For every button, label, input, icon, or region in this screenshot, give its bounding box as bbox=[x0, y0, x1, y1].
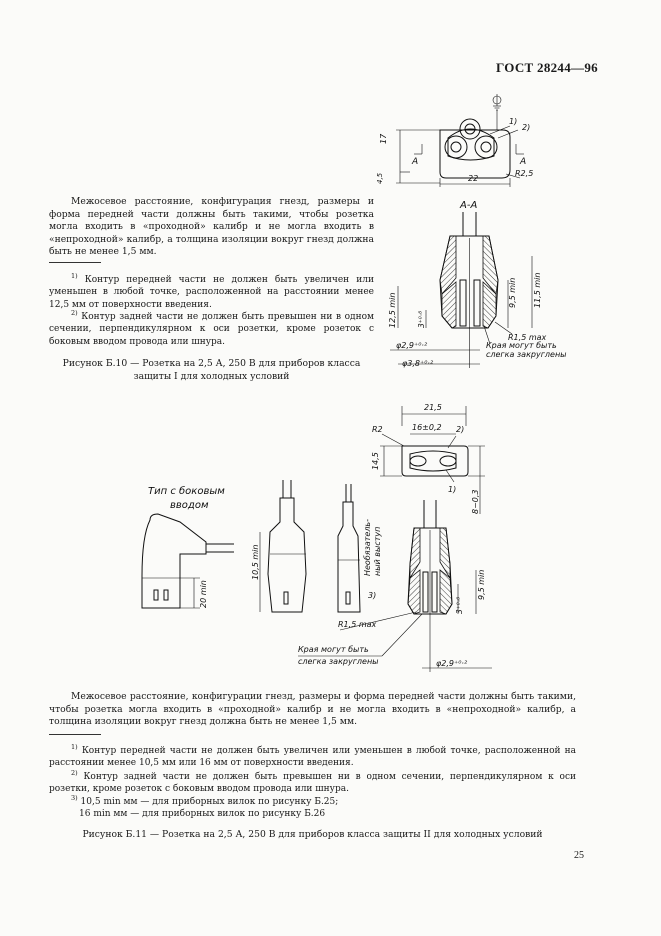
fig11-paragraph: Межосевое расстояние, конфигурации гнезд, размеры и форма передней части должны быть такими, чтобы розетка могла входить в «проходной» калибр и не могла входить в «непроходной» калибр, а толщина изоляции вокруг гнезд должна быть не менее 1,5 мм. bbox=[49, 691, 576, 728]
note-mark: 1) bbox=[71, 743, 78, 751]
fig10-front-view bbox=[370, 92, 570, 192]
side-entry-label-1: Тип с боковым bbox=[148, 486, 225, 497]
note-text: 10,5 min мм — для приборных вилок по рисунку Б.25; bbox=[80, 797, 339, 807]
fig10-note-2 bbox=[49, 307, 374, 348]
fig11-caption: Рисунок Б.11 — Розетка на 2,5 А, 250 В для приборов класса защиты II для холодных условий bbox=[82, 829, 543, 840]
dim-r1-5: R1,5 max bbox=[508, 333, 547, 342]
dim-r2-5: R2,5 bbox=[515, 169, 534, 178]
dim-r1-5-fig11: R1,5 max bbox=[338, 620, 377, 629]
note-text: Контур передней части не должен быть увеличен или уменьшен в любой точке, расположенной на расстоянии менее 10,5 мм или 16 мм от поверхности введения. bbox=[49, 746, 576, 769]
dim-phi-2-9-fig11: φ2,9⁺⁰·² bbox=[436, 659, 468, 668]
fig10-paragraph: Межосевое расстояние, конфигурация гнезд, размеры и форма передней части должны быть такими, чтобы розетка могла входить в «проходной» калибр и не могла входить в «непроходной» калибр, а толщина изоляции вокруг гнезд должна быть не менее 1,5 мм. bbox=[49, 196, 374, 258]
dim-20-side: 20 min bbox=[199, 580, 208, 608]
dim-14-5: 14,5 bbox=[371, 452, 380, 470]
dim-9-5: 9,5 min bbox=[508, 277, 517, 308]
mark-3: 3) bbox=[368, 591, 377, 600]
section-a-left: А bbox=[412, 157, 419, 167]
dim-11-5: 11,5 min bbox=[533, 272, 542, 308]
optional-protrusion-2: ный выступ bbox=[373, 526, 382, 576]
fig10-caption bbox=[49, 357, 374, 383]
note-3-line-2: 16 min мм — для приборных вилок по рисунку Б.26 bbox=[79, 809, 326, 820]
dim-3-fig11: 3⁺⁰·⁸ bbox=[455, 596, 464, 614]
fig11-note-3 bbox=[49, 792, 576, 821]
edges-fig11-1: Края могут быть bbox=[298, 645, 369, 654]
fig10-section-aa bbox=[390, 198, 570, 373]
dim-phi-3-8: φ3,8⁺⁰·² bbox=[402, 359, 434, 368]
dim-9-5-fig11: 9,5 min bbox=[477, 569, 486, 600]
note-text: Контур передней части не должен быть увеличен или уменьшен в любой точке, расположенной на расстоянии менее 12,5 мм от поверхности введения. bbox=[49, 275, 374, 310]
note-text: Контур задней части не должен быть превышен ни в одном сечении, перпендикулярном к оси розетки, кроме розеток с боковым вводом провода или шнура. bbox=[49, 772, 576, 795]
page-number: 25 bbox=[574, 850, 584, 861]
caption-line-1: Рисунок Б.10 — Розетка на 2,5 А, 250 В для приборов класса bbox=[62, 358, 361, 369]
note-3-line-1 bbox=[71, 792, 576, 808]
note-mark: 2) bbox=[71, 309, 78, 317]
dim-21-5: 21,5 bbox=[424, 403, 442, 412]
mark-2: 2) bbox=[522, 123, 531, 132]
mark-1-fig11: 1) bbox=[448, 485, 457, 494]
note-mark: 2) bbox=[71, 769, 78, 777]
mark-2-fig11: 2) bbox=[456, 425, 465, 434]
section-title: А-А bbox=[460, 200, 478, 211]
fig11-note-1 bbox=[49, 741, 576, 770]
fig11-side-views bbox=[120, 480, 380, 620]
dim-8: 8−0,3 bbox=[471, 489, 480, 514]
edges-label-2: слегка закруглены bbox=[486, 350, 567, 359]
dim-4-5: 4,5 bbox=[376, 172, 384, 184]
footnote-separator bbox=[49, 262, 101, 263]
fig10-note-1 bbox=[49, 270, 374, 311]
dim-r2: R2 bbox=[372, 425, 383, 434]
section-a-right: А bbox=[520, 157, 527, 167]
dim-22: 22 bbox=[468, 174, 479, 183]
dim-3-section: 3⁺⁰·⁸ bbox=[417, 310, 426, 328]
edges-fig11-2: слегка закруглены bbox=[298, 657, 379, 666]
dim-12-5: 12,5 min bbox=[388, 292, 397, 328]
footnote-separator-2 bbox=[49, 734, 101, 735]
note-text: Контур задней части не должен быть превышен ни в одном сечении, перпендикулярном к оси розетки, кроме розеток с боковым вводом провода или шнура. bbox=[49, 312, 374, 347]
mark-1: 1) bbox=[509, 117, 518, 126]
dim-16: 16±0,2 bbox=[412, 423, 442, 432]
note-mark: 3) bbox=[71, 794, 78, 802]
side-entry-label-2: вводом bbox=[170, 500, 209, 511]
standard-header: ГОСТ 28244—96 bbox=[496, 60, 598, 75]
dim-phi-2-9: φ2,9⁺⁰·² bbox=[396, 341, 428, 350]
dim-10-5: 10,5 min bbox=[251, 544, 260, 580]
caption-line-2: защиты I для холодных условий bbox=[133, 371, 290, 382]
note-mark: 1) bbox=[71, 272, 78, 280]
optional-protrusion-1: Необязатель- bbox=[363, 518, 372, 576]
edges-label-1: Края могут быть bbox=[486, 341, 557, 350]
dim-17: 17 bbox=[379, 133, 388, 144]
